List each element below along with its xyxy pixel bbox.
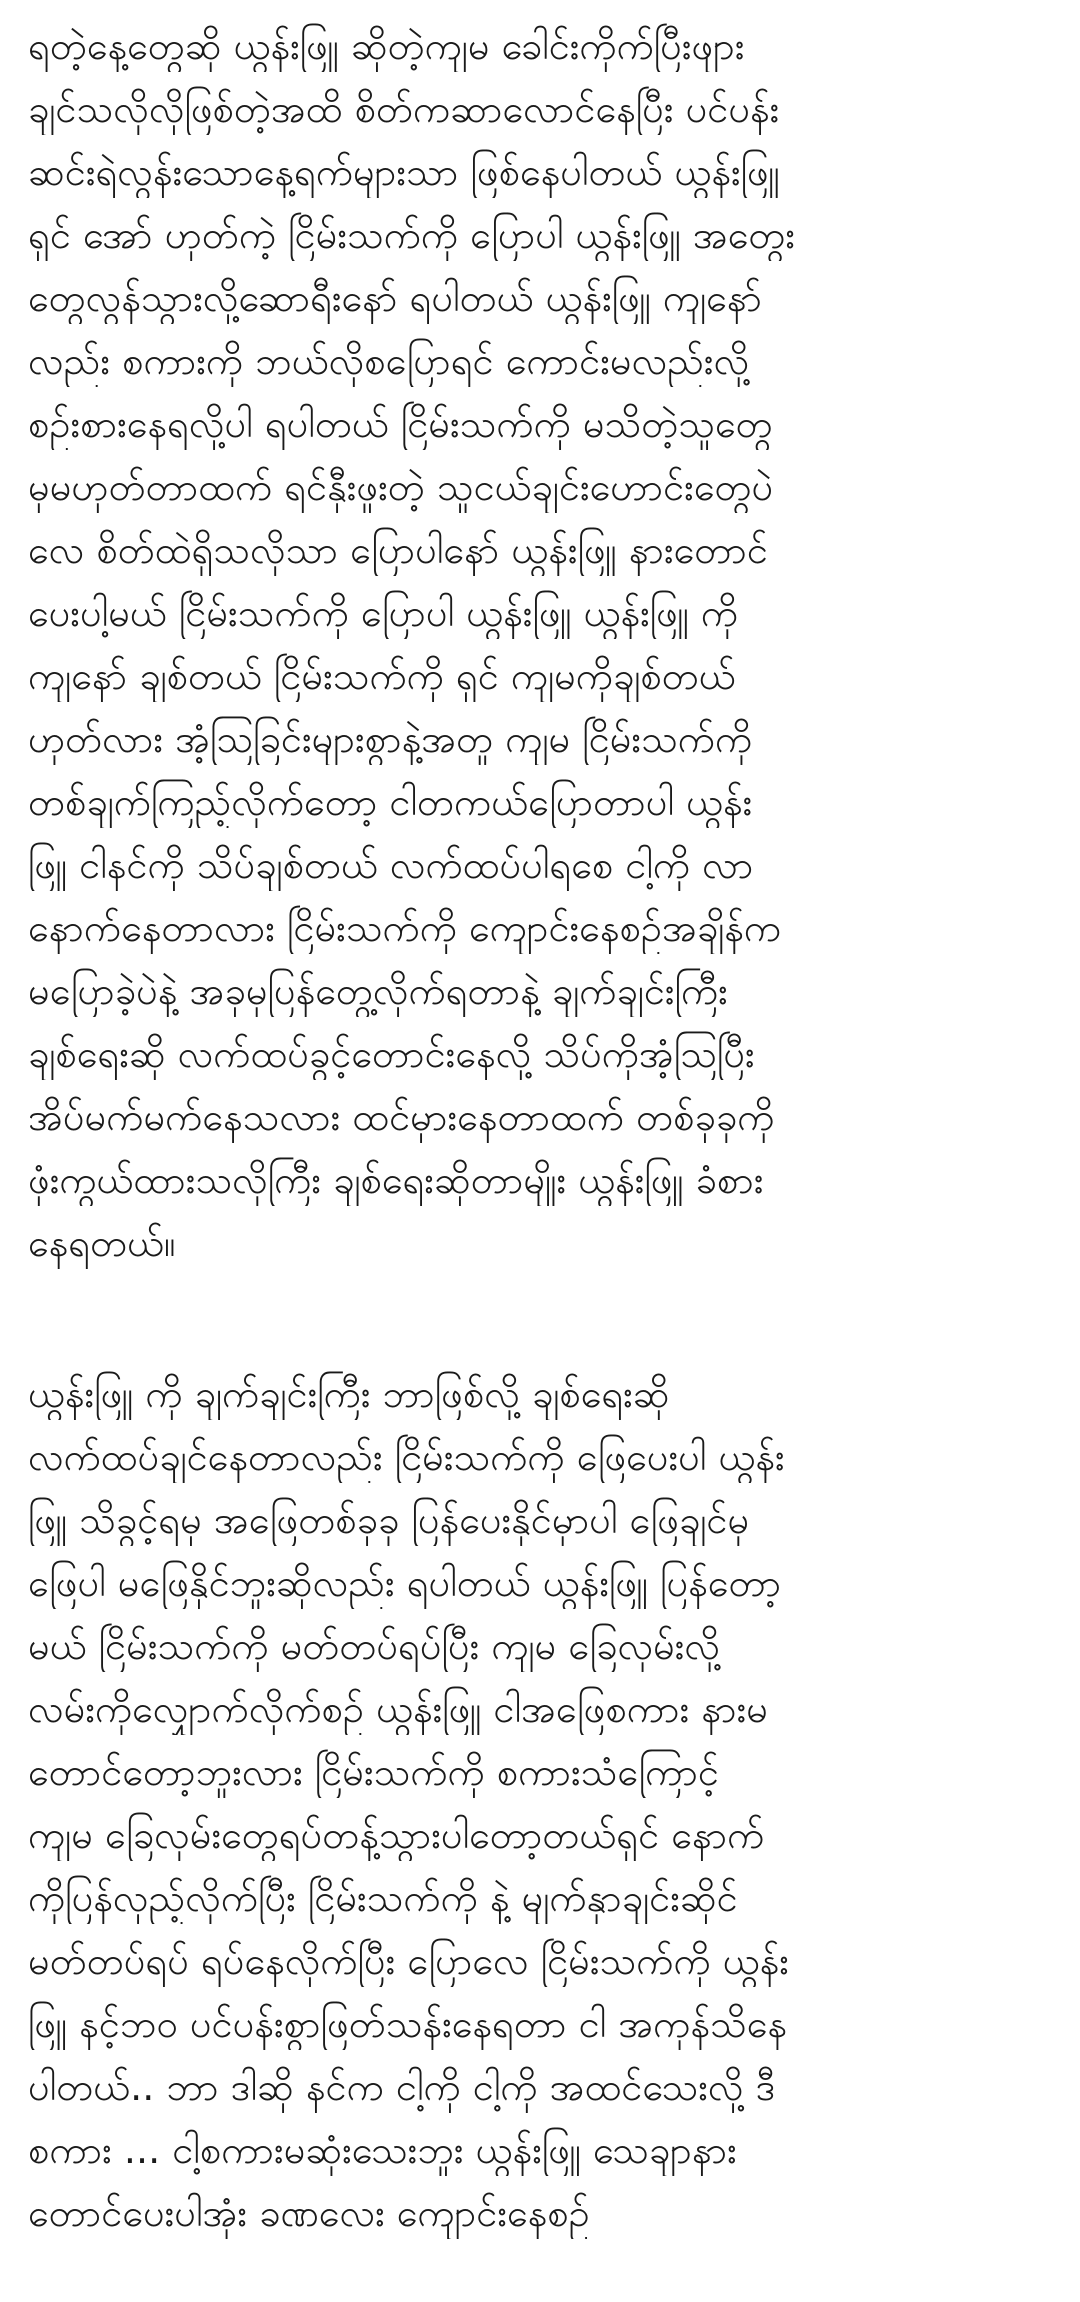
- text-line: ရှင် အော် ဟုတ်ကဲ့ ငြိမ်းသက်ကို ပြောပါ ယွန်းဖြူ အတွေး: [28, 213, 796, 257]
- text-line: လမ်းကိုလျှောက်လိုက်စဉ် ယွန်းဖြူ ငါအဖြေစကား နားမ: [28, 1687, 768, 1731]
- text-line: မယ် ငြိမ်းသက်ကို မတ်တပ်ရပ်ပြီး ကျမ ခြေလှမ်းလို့: [28, 1624, 721, 1668]
- text-line: စဉ်းစားနေရလို့ပါ ရပါတယ် ငြိမ်းသက်ကို မသိတဲ့သူတွေ: [28, 402, 773, 446]
- text-line: ဖြူ နင့်ဘဝ ပင်ပန်းစွာဖြတ်သန်းနေရတာ ငါ အကုန်သိနေ: [28, 2002, 788, 2046]
- text-line: လက်ထပ်ချင်နေတာလည်း ငြိမ်းသက်ကို ဖြေပေးပါ ယွန်း: [28, 1435, 785, 1479]
- text-line: တောင်ပေးပါအုံး ခဏလေး ကျောင်းနေစဉ်: [28, 2191, 590, 2235]
- text-line: ပါတယ်.. ဘာ ဒါဆို နင်က ငါ့ကို ငါ့ကို အထင်သေးလို့ ဒီ: [28, 2065, 776, 2109]
- text-line: ကျမ ခြေလှမ်းတွေရပ်တန့်သွားပါတော့တယ်ရှင် နောက်: [28, 1813, 765, 1857]
- text-line: ကိုပြန်လှည့်လိုက်ပြီး ငြိမ်းသက်ကို နဲ့ မျက်နှာချင်းဆိုင်: [28, 1876, 738, 1920]
- text-line: မပြောခဲ့ပဲနဲ့ အခုမှပြန်တွေ့လိုက်ရတာနဲ့ ချက်ချင်းကြီး: [28, 969, 728, 1013]
- text-line: ဖြေပါ မဖြေနိုင်ဘူးဆိုလည်း ရပါတယ် ယွန်းဖြူ ပြန်တော့: [28, 1561, 782, 1605]
- text-line: ဖြူ ငါနင်ကို သိပ်ချစ်တယ် လက်ထပ်ပါရစေ ငါ့ကို လာ: [28, 843, 754, 887]
- text-line: ရတဲ့နေ့တွေဆို ယွန်းဖြူ ဆိုတဲ့ကျမ ခေါင်းကိုက်ပြီးဖျား: [28, 24, 745, 68]
- text-line: မှမဟုတ်တာထက် ရင်နှီးဖူးတဲ့ သူငယ်ချင်းဟောင်းတွေပဲ: [28, 465, 774, 509]
- text-line: ဟုတ်လား အံ့သြခြင်းများစွာနဲ့အတူ ကျမ ငြိမ်းသက်ကို: [28, 717, 753, 761]
- text-line: တောင်တော့ဘူးလား ငြိမ်းသက်ကို စကားသံကြောင့်: [28, 1750, 720, 1794]
- text-line: တစ်ချက်ကြည့်လိုက်တော့ ငါတကယ်ပြောတာပါ ယွန်း: [28, 780, 753, 824]
- text-line: ကျနော် ချစ်တယ် ငြိမ်းသက်ကို ရှင် ကျမကိုချစ်တယ်: [28, 654, 736, 698]
- text-line: လေ စိတ်ထဲရှိသလိုသာ ပြောပါနော် ယွန်းဖြူ နားတောင်: [28, 528, 768, 572]
- text-line: ပေးပါ့မယ် ငြိမ်းသက်ကို ပြောပါ ယွန်းဖြူ ယွန်းဖြူ ကို: [28, 591, 739, 635]
- text-line: နေရတယ်။: [28, 1221, 176, 1265]
- text-line: ဖုံးကွယ်ထားသလိုကြီး ချစ်ရေးဆိုတာမျိုး ယွန်းဖြူ ခံစား: [28, 1158, 764, 1202]
- text-line: ဆင်းရဲလွန်းသောနေ့ရက်များသာ ဖြစ်နေပါတယ် ယွန်းဖြူ: [28, 150, 780, 194]
- text-line: ချစ်ရေးဆို လက်ထပ်ခွင့်တောင်းနေလို့ သိပ်ကိုအံ့သြပြီး: [28, 1032, 755, 1076]
- text-line: ဖြူ သိခွင့်ရမှ အဖြေတစ်ခုခု ပြန်ပေးနိုင်မှာပါ ဖြေချင်မှ: [28, 1498, 750, 1542]
- text-line: နောက်နေတာလား ငြိမ်းသက်ကို ကျောင်းနေစဉ်အချိန်က: [28, 906, 782, 950]
- text-line: တွေလွန်သွားလို့ဆောရီးနော် ရပါတယ် ယွန်းဖြူ ကျနော်: [28, 276, 763, 320]
- text-line: မတ်တပ်ရပ် ရပ်နေလိုက်ပြီး ပြောလေ ငြိမ်းသက်ကို ယွန်း: [28, 1939, 789, 1983]
- text-line: လည်း စကားကို ဘယ်လိုစပြောရင် ကောင်းမလည်းလို့: [28, 339, 750, 383]
- text-line: ချင်သလိုလိုဖြစ်တဲ့အထိ စိတ်ကဆာလောင်နေပြီး ပင်ပန်း: [28, 87, 780, 131]
- text-line: အိပ်မက်မက်နေသလား ထင်မှားနေတာထက် တစ်ခုခုကို: [28, 1095, 775, 1139]
- text-line: ယွန်းဖြူ ကို ချက်ချင်းကြီး ဘာဖြစ်လို့ ချစ်ရေးဆို: [28, 1372, 670, 1416]
- text-line: စကား ... ငါ့စကားမဆုံးသေးဘူး ယွန်းဖြူ သေချာနား: [28, 2128, 737, 2172]
